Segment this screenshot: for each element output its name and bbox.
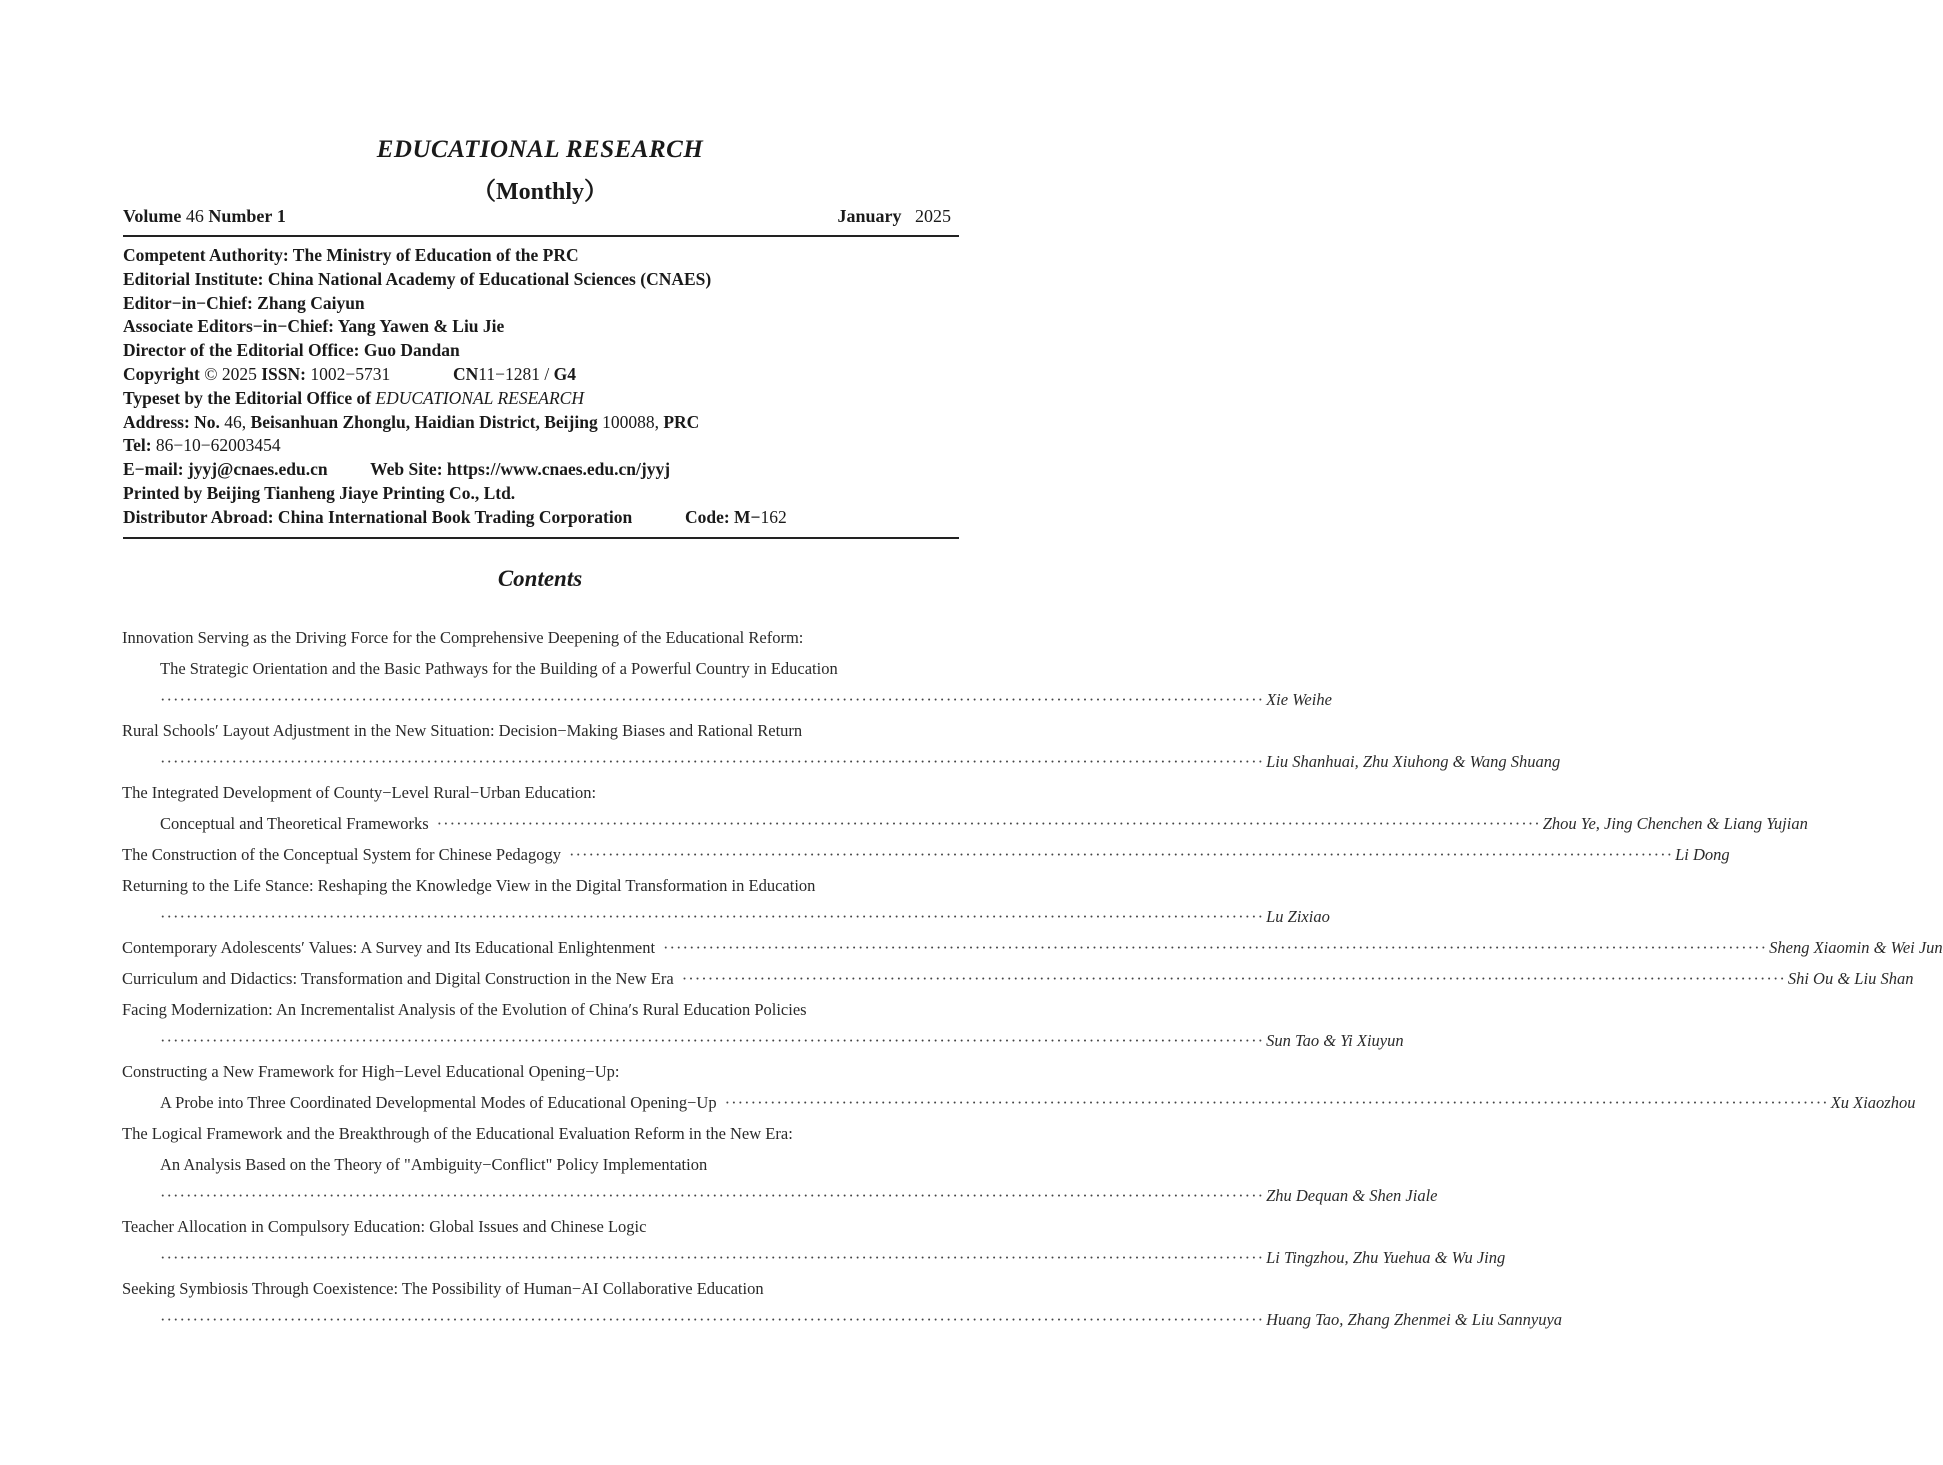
toc-line (122, 622, 959, 653)
toc-line (122, 1180, 1438, 1211)
toc-line (122, 932, 1943, 963)
code-label: Code: M− (684, 506, 761, 527)
toc-article-title: An Analysis Based on the Theory of "Ambiguity−Conflict" Policy Implementation (160, 1155, 708, 1174)
toc-line (122, 901, 1330, 932)
issue-date (837, 206, 951, 227)
toc-line (122, 1211, 959, 1242)
toc-article-authors: Shi Ou & Liu Shan (1787, 969, 1914, 988)
toc-article-title: The Construction of the Conceptual System for Chinese Pedagogy (122, 845, 562, 864)
editor-in-chief: Editor−in−Chief: Zhang Caiyun (123, 292, 365, 313)
toc-line (122, 808, 1808, 839)
toc-article-title: Teacher Allocation in Compulsory Education: Global Issues and Chinese Logic (122, 1217, 647, 1236)
toc-article-title: Returning to the Life Stance: Reshaping the Knowledge View in the Digital Transformation in Education (122, 876, 816, 895)
tel-value: 86−10−62003454 (151, 435, 281, 456)
toc-line (122, 839, 1730, 870)
toc-article-title: Rural Schools′ Layout Adjustment in the New Situation: Decision−Making Biases and Rational Return (122, 721, 803, 740)
toc-article-title: A Probe into Three Coordinated Developmental Modes of Educational Opening−Up (160, 1093, 717, 1112)
number-label: Number (208, 206, 273, 226)
toc-line (122, 1304, 1563, 1335)
toc-line (122, 1087, 1916, 1118)
toc-line (122, 684, 1332, 715)
issn-label: ISSN: (261, 363, 306, 384)
toc-article-authors: Xie Weihe (1266, 690, 1332, 709)
bottom-rule (123, 537, 959, 539)
issue-info-row (123, 206, 959, 232)
masthead (123, 244, 959, 530)
cn-suffix: G4 (553, 363, 576, 384)
copyright-value: © 2025 (204, 363, 257, 384)
toc-article-title: Innovation Serving as the Driving Force for the Comprehensive Deepening of the Educational Reform: (122, 628, 804, 647)
table-of-contents (122, 622, 1943, 1335)
journal-frequency: （Monthly） (471, 179, 608, 205)
competent-authority: Competent Authority: The Ministry of Education of the PRC (123, 245, 579, 265)
toc-line (122, 1273, 959, 1304)
toc-article-title: Conceptual and Theoretical Frameworks (160, 814, 429, 833)
toc-leader-dots (160, 1242, 1264, 1273)
toc-line (122, 1242, 1506, 1273)
toc-leader-dots (160, 746, 1264, 777)
editorial-director: Director of the Editorial Office: Guo Dandan (123, 340, 460, 361)
typeset-journal: EDUCATIONAL RESEARCH (375, 387, 584, 408)
toc-line (122, 715, 959, 746)
toc-article-title: Seeking Symbiosis Through Coexistence: The Possibility of Human−AI Collaborative Education (122, 1279, 764, 1298)
printer-line: Printed by Beijing Tianheng Jiaye Printing Co., Ltd. (123, 482, 516, 503)
toc-line (122, 1025, 1404, 1056)
toc-article-authors: Sheng Xiaomin & Wei Jun (1769, 938, 1943, 957)
typeset-prefix: Typeset by the Editorial Office of (123, 387, 376, 408)
toc-article-authors: Li Tingzhou, Zhu Yuehua & Wu Jing (1266, 1248, 1506, 1267)
toc-leader-dots (160, 1304, 1264, 1335)
volume-label: Volume (123, 206, 182, 226)
address-label: Address: No. (123, 411, 220, 432)
toc-leader-dots (663, 932, 1767, 963)
toc-line (122, 777, 959, 808)
email-text: E−mail: jyyj@cnaes.edu.cn (123, 459, 328, 480)
toc-article-title: The Strategic Orientation and the Basic Pathways for the Building of a Powerful Country in Education (160, 659, 838, 678)
toc-article-title: Constructing a New Framework for High−Level Educational Opening−Up: (122, 1062, 620, 1081)
address-number: 46, (219, 411, 247, 432)
number-value: 1 (276, 206, 286, 226)
copyright-label: Copyright (123, 363, 200, 384)
toc-line (122, 870, 959, 901)
toc-article-authors: Lu Zixiao (1266, 907, 1330, 926)
volume-value: 46 (185, 206, 204, 226)
toc-leader-dots (160, 901, 1264, 932)
toc-leader-dots (569, 839, 1673, 870)
toc-article-authors: Zhu Dequan & Shen Jiale (1266, 1186, 1438, 1205)
toc-line (122, 994, 959, 1025)
toc-article-title: The Logical Framework and the Breakthrough of the Educational Evaluation Reform in the New Era: (122, 1124, 793, 1143)
toc-article-title: Contemporary Adolescents′ Values: A Survey and Its Educational Enlightenment (122, 938, 656, 957)
issue-year: 2025 (915, 206, 951, 226)
address-zip: 100088, (597, 411, 659, 432)
issn-value: 1002−5731 (310, 363, 391, 384)
journal-title: EDUCATIONAL RESEARCH (376, 136, 704, 163)
toc-leader-dots (160, 1025, 1264, 1056)
issue-month: January (837, 206, 902, 226)
toc-article-authors: Liu Shanhuai, Zhu Xiuhong & Wang Shuang (1266, 752, 1561, 771)
distributor-text: Distributor Abroad: China International Book Trading Corporation (123, 506, 633, 527)
toc-article-authors: Huang Tao, Zhang Zhenmei & Liu Sannyuya (1266, 1310, 1563, 1329)
toc-article-authors: Xu Xiaozhou (1830, 1093, 1916, 1112)
toc-line (122, 1056, 959, 1087)
toc-leader-dots (437, 808, 1541, 839)
toc-article-authors: Sun Tao & Yi Xiuyun (1266, 1031, 1404, 1050)
tel-line (123, 434, 959, 458)
cn-label: CN (452, 363, 479, 384)
top-rule (123, 235, 959, 237)
address-line (123, 411, 959, 435)
tel-label: Tel: (123, 435, 152, 456)
toc-leader-dots (160, 684, 1264, 715)
toc-article-title: Facing Modernization: An Incrementalist Analysis of the Evolution of China′s Rural Education Policies (122, 1000, 807, 1019)
volume-number (123, 206, 286, 227)
toc-article-title: The Integrated Development of County−Level Rural−Urban Education: (122, 783, 597, 802)
toc-article-title: Curriculum and Didactics: Transformation and Digital Construction in the New Era (122, 969, 674, 988)
toc-line (122, 746, 1561, 777)
contents-heading: Contents (497, 566, 583, 591)
toc-line (122, 963, 1914, 994)
toc-line (122, 1118, 959, 1149)
toc-leader-dots (160, 1180, 1264, 1211)
code-value: 162 (760, 506, 787, 527)
address-street: Beisanhuan Zhonglu, Haidian District, Beijing (246, 411, 598, 432)
associate-editors: Associate Editors−in−Chief: Yang Yawen & Liu Jie (123, 316, 505, 337)
typeset-line (123, 387, 959, 411)
toc-article-authors: Li Dong (1675, 845, 1730, 864)
website-text: Web Site: https://www.cnaes.edu.cn/jyyj (370, 459, 671, 480)
cn-value: 11−1281 / (478, 363, 554, 384)
address-country: PRC (658, 411, 700, 432)
copyright-line (123, 363, 959, 387)
toc-line (122, 1149, 959, 1180)
toc-leader-dots (725, 1087, 1829, 1118)
contact-line (123, 458, 959, 482)
distributor-line (123, 506, 959, 530)
toc-leader-dots (682, 963, 1786, 994)
toc-line (122, 653, 959, 684)
toc-article-authors: Zhou Ye, Jing Chenchen & Liang Yujian (1542, 814, 1808, 833)
editorial-institute: Editorial Institute: China National Academy of Educational Sciences (CNAES) (123, 268, 712, 289)
